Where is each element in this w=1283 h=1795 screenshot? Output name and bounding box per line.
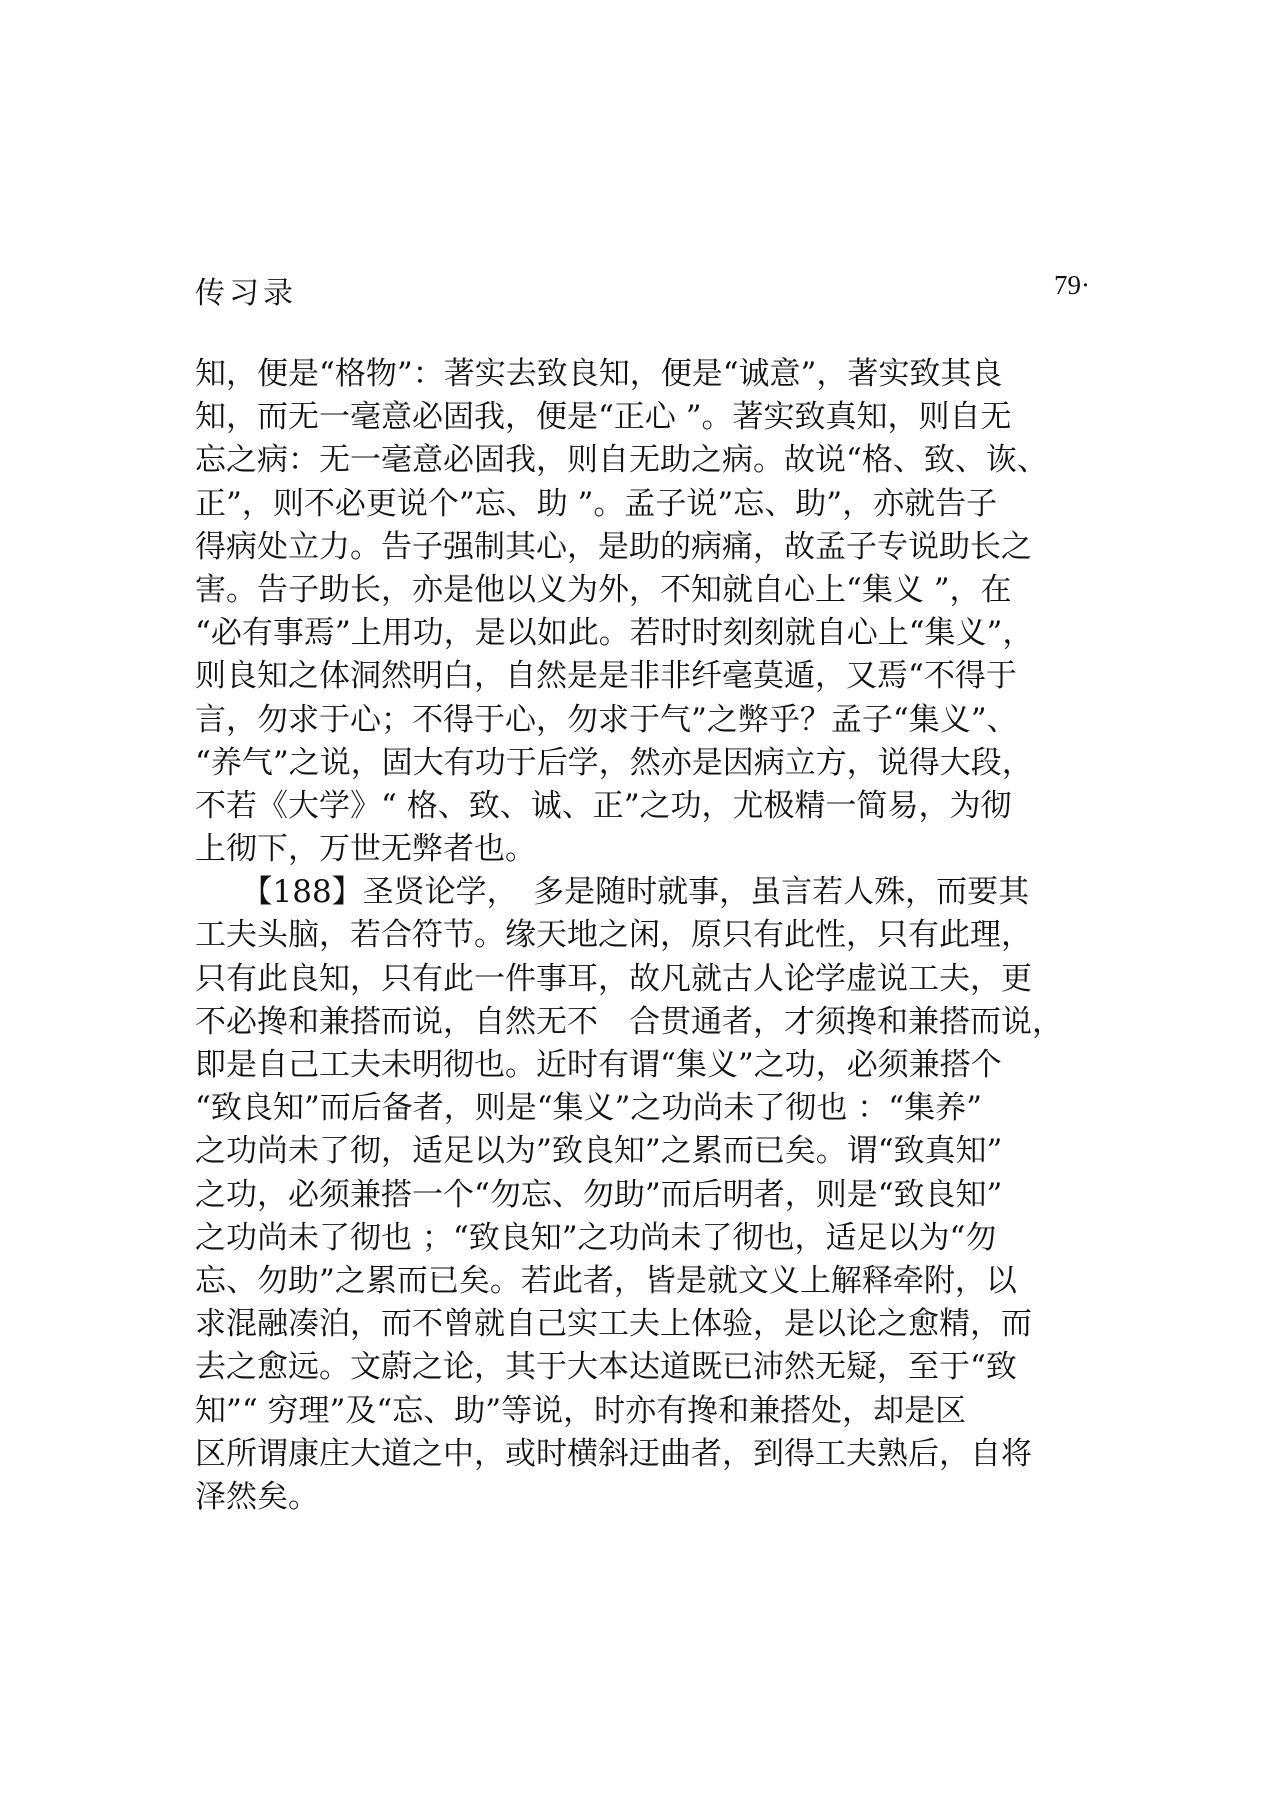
text-line: 之功尚未了彻也 ；“致良知”之功尚未了彻也，适足以为“勿 [195,1219,997,1256]
text-line: “养气”之说，固大有功于后学，然亦是因病立方，说得大段， [195,744,1033,781]
text-line: 只有此良知，只有此一件事耳，故凡就古人论学虚说工夫，更 [195,960,1032,997]
text-line: 之功，必须兼搭一个“勿忘、勿助”而后明者，则是“致良知” [195,1176,1003,1213]
text-line: 忘、勿助”之累而已矣。若此者，皆是就文义上解释牵附，以 [195,1262,1017,1299]
paragraph-188-start: 【188】圣贤论学， 多是随时就事，虽言若人殊，而要其 [195,874,1030,911]
text-line: 得病处立力。告子强制其心，是助的病痛，故孟子专说助长之 [195,528,1032,565]
body-text [195,353,1115,1519]
text-line: 不必搀和兼搭而说，自然无不 合贯通者，才须搀和兼搭而说， [195,1003,1063,1040]
running-header [195,268,1090,318]
text-line: 去之愈远。文蔚之论，其于大本达道既已沛然无疑，至于“致 [195,1349,1017,1386]
text-line: 忘之病：无一毫意必固我，则自无助之病。故说“格、致、诙、 [195,442,1048,479]
book-title: 传习录 [195,276,297,311]
text-line: 言，勿求于心；不得于心，勿求于气”之弊乎？孟子“集义”、 [195,701,1018,738]
text-line: 害。告子助长，亦是他以义为外，不知就自心上“集义 ”，在 [195,571,1012,608]
text-line: 工夫头脑，若合符节。缘天地之闲，原只有此性，只有此理， [195,917,1032,954]
text-line: 之功尚未了彻，适足以为”致良知”之累而已矣。谓“致真知” [195,1133,1003,1170]
text-line: “致良知”而后备者，则是“集义”之功尚未了彻也 ：“集养” [195,1090,982,1127]
page-number: 79· [1054,270,1090,300]
text-line: 知，便是“格物”：著实去致良知，便是“诚意”，著实致其良 [195,356,1003,392]
text-line: 即是自己工夫未明彻也。近时有谓“集义”之功，必须兼搭个 [195,1047,1002,1083]
text-line: 不若《大学》“ 格、致、诚、正”之功，尤极精一简易，为彻 [195,787,1012,824]
text-line: “必有事焉”上用功，是以如此。若时时刻刻就自心上“集义”， [195,615,1034,652]
text-line: 正”，则不必更说个”忘、助 ”。孟子说”忘、助”，亦就告子 [195,485,998,522]
text-line: 泽然矣。 [195,1478,319,1515]
text-line: 知，而无一毫意必固我，便是“正心 ”。著实致真知，则自无 [195,399,1012,436]
text-line: 则良知之体洞然明白，自然是是非非纤毫莫遁，又焉“不得于 [195,658,1017,695]
text-line: 求混融凑泊，而不曾就自己实工夫上体验，是以论之愈精，而 [195,1306,1032,1343]
text-line: 上彻下，万世无弊者也。 [195,831,536,868]
text-line: 区所谓康庄大道之中，或时横斜迂曲者，到得工夫熟后，自将 [195,1435,1032,1472]
text-line: 知”“ 穷理”及“忘、助”等说，时亦有搀和兼搭处，却是区 [195,1392,967,1429]
